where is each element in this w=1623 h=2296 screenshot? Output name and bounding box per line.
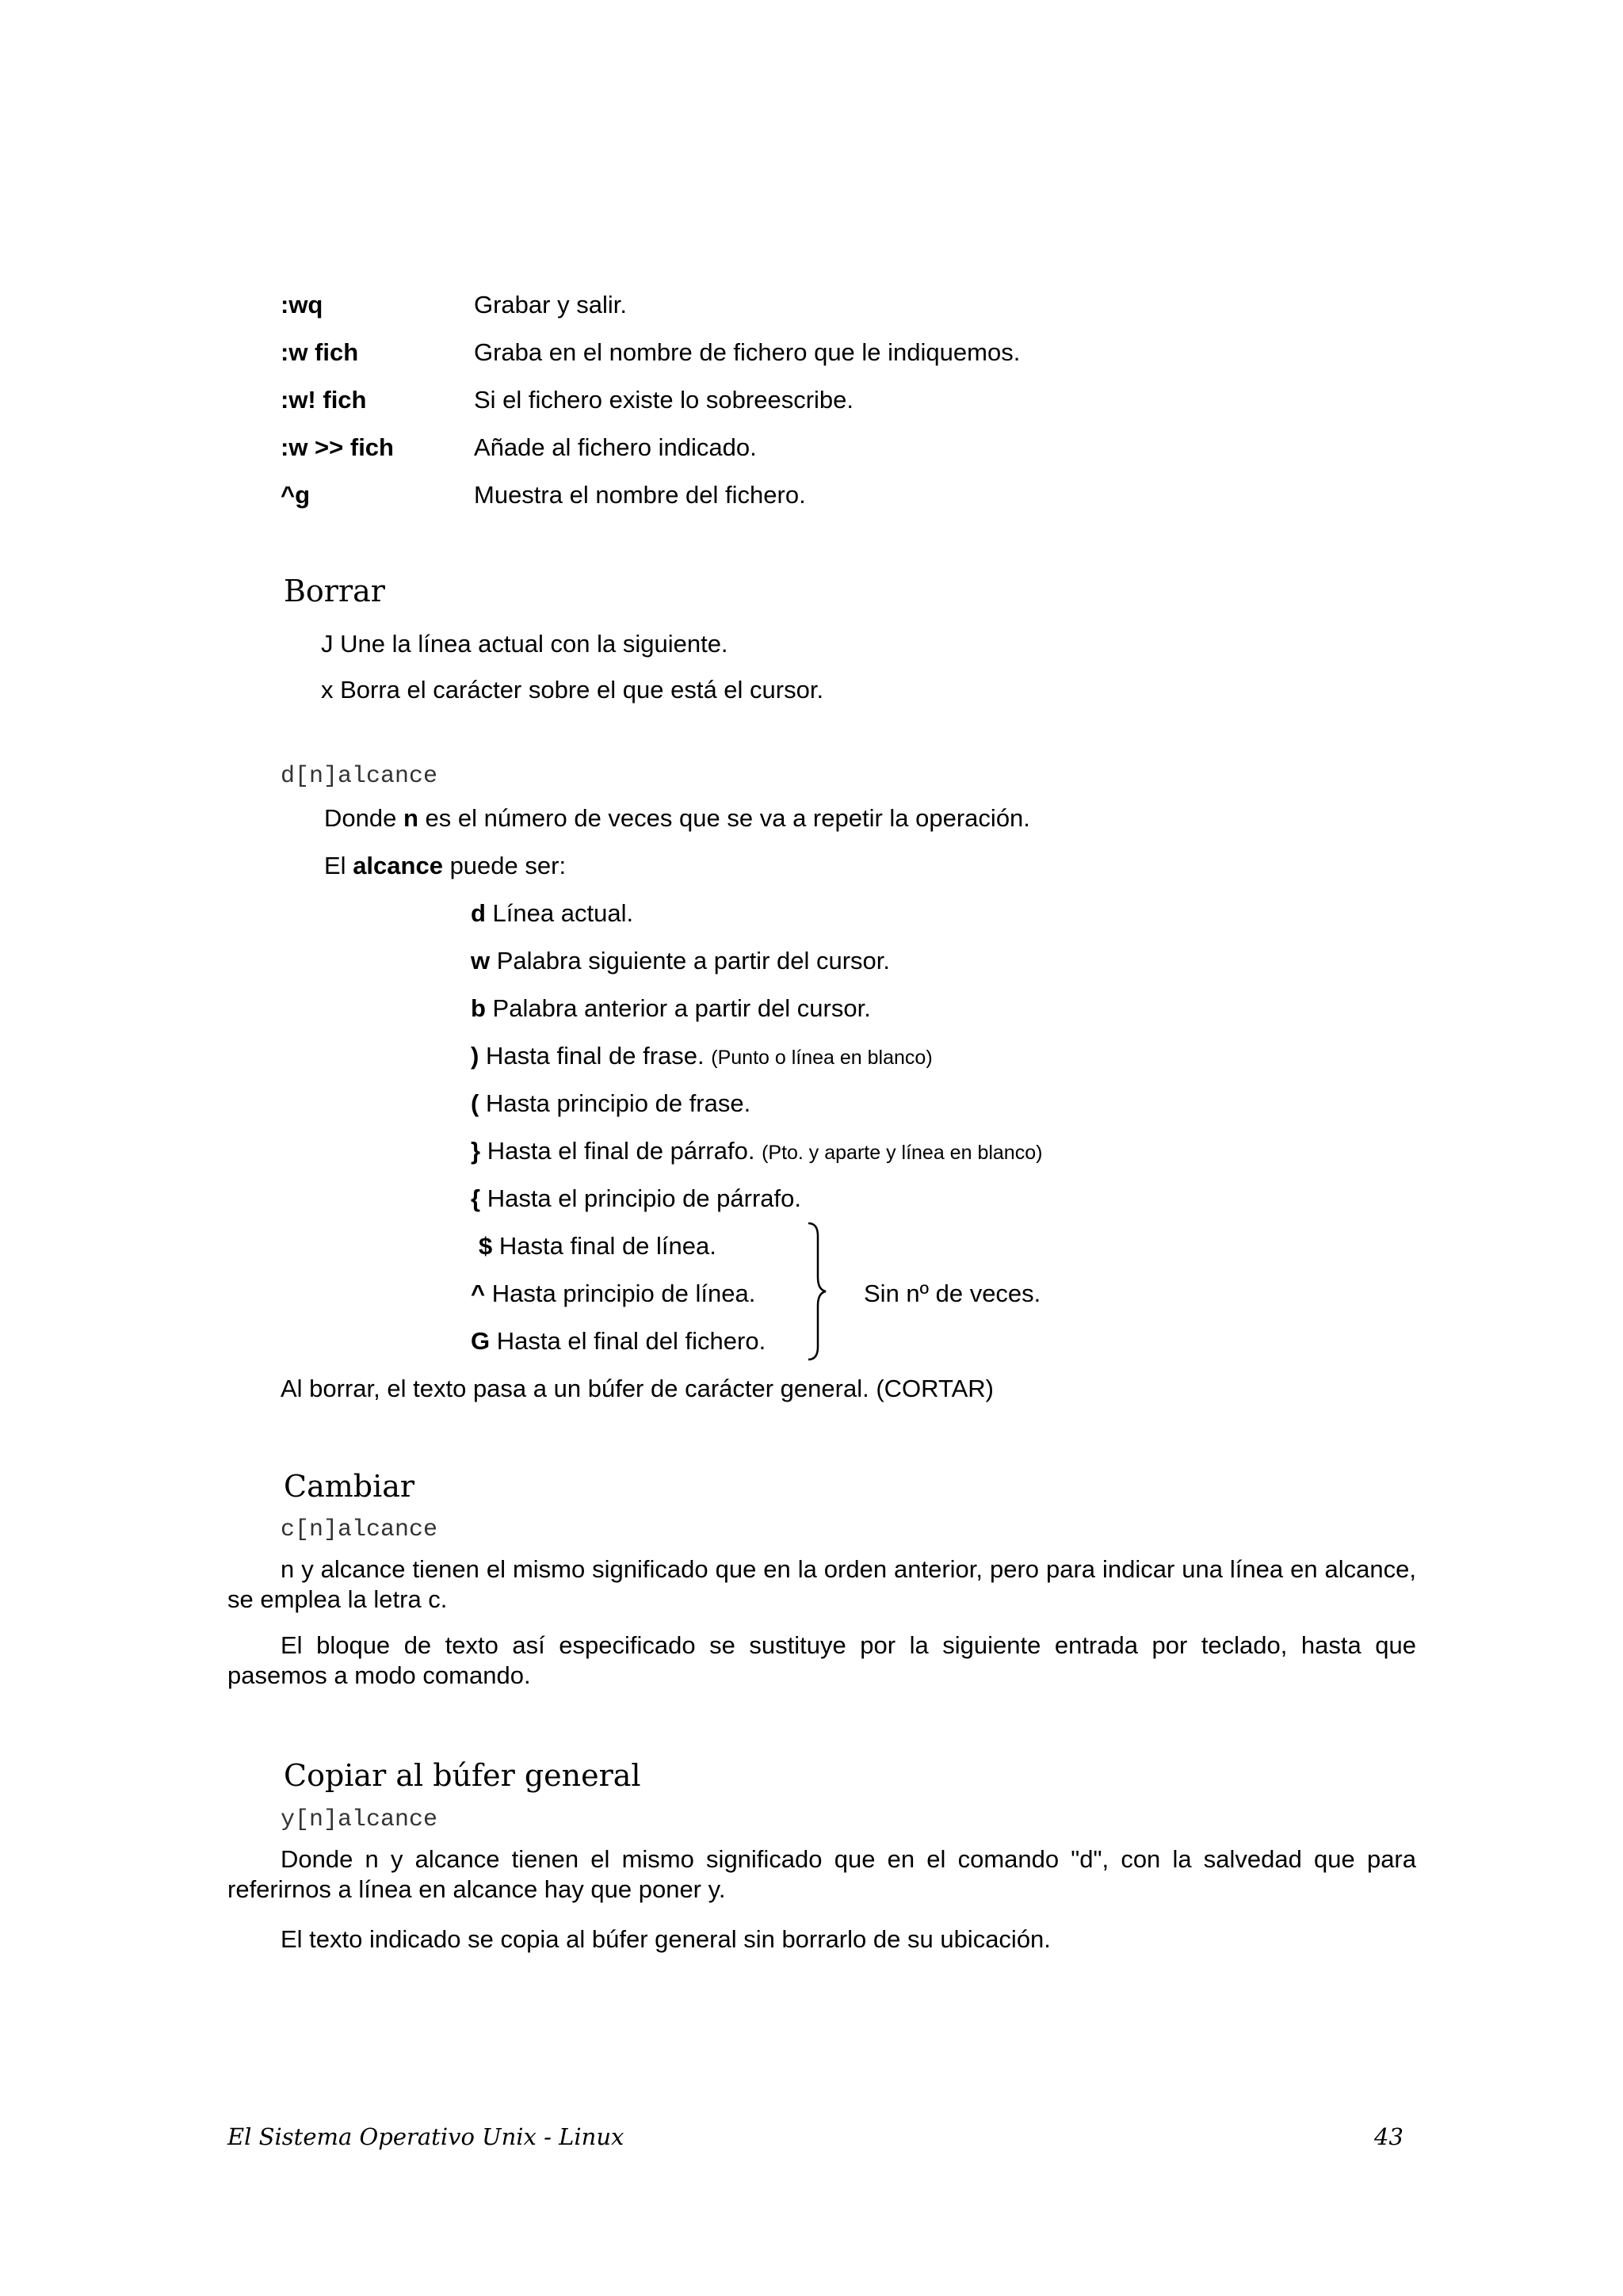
cambiar-paragraph: El bloque de texto así especificado se sustituye por la siguiente entrada por teclado, hasta que pasemos a modo comando. <box>227 1631 1416 1689</box>
scope-item: w Palabra siguiente a partir del cursor. <box>471 947 891 974</box>
scope-item: ^ Hasta principio de línea. <box>471 1280 756 1307</box>
scope-item: $ Hasta final de línea. <box>479 1232 716 1260</box>
borrar-syntax: d[n]alcance <box>281 763 438 790</box>
copiar-syntax: y[n]alcance <box>281 1806 438 1833</box>
borrar-closing: Al borrar, el texto pasa a un búfer de carácter general. (CORTAR) <box>281 1375 994 1402</box>
command-key: ^g <box>281 481 311 509</box>
cambiar-paragraph: n y alcance tienen el mismo significado que en la orden anterior, pero para indicar una línea en alcance, se emplea la letra c. <box>227 1555 1416 1613</box>
scope-note: (Punto o línea en blanco) <box>711 1047 933 1069</box>
cambiar-syntax: c[n]alcance <box>281 1516 438 1543</box>
command-desc: Graba en el nombre de fichero que le indiquemos. <box>474 338 1021 366</box>
command-desc: Grabar y salir. <box>474 291 627 318</box>
scope-item: d Línea actual. <box>471 899 634 927</box>
section-heading-borrar: Borrar <box>284 574 385 608</box>
footer-title: El Sistema Operativo Unix - Linux <box>227 2123 624 2150</box>
section-heading-cambiar: Cambiar <box>284 1469 415 1504</box>
right-brace-icon <box>800 1220 832 1363</box>
command-desc: Añade al fichero indicado. <box>474 433 757 461</box>
scope-item: G Hasta el final del fichero. <box>471 1327 766 1355</box>
scope-item: } Hasta el final de párrafo. (Pto. y aparte y línea en blanco) <box>471 1137 1043 1165</box>
brace-label: Sin nº de veces. <box>864 1280 1041 1307</box>
borrar-alcance-intro: El alcance puede ser: <box>324 852 567 879</box>
command-desc: Muestra el nombre del fichero. <box>474 481 806 509</box>
command-key: :w >> fich <box>281 433 394 461</box>
borrar-n-description: Donde n es el número de veces que se va a repetir la operación. <box>324 804 1030 832</box>
scope-item: ( Hasta principio de frase. <box>471 1089 751 1117</box>
borrar-line-x: x Borra el carácter sobre el que está el cursor. <box>321 676 824 704</box>
command-key: :w! fich <box>281 386 367 414</box>
copiar-paragraph: Donde n y alcance tienen el mismo significado que en el comando "d", con la salvedad que para referirnos a línea en alcance hay que poner y. <box>227 1845 1416 1903</box>
scope-item: ) Hasta final de frase. (Punto o línea en blanco) <box>471 1042 933 1070</box>
section-heading-copiar: Copiar al búfer general <box>284 1758 641 1793</box>
copiar-paragraph: El texto indicado se copia al búfer general sin borrarlo de su ubicación. <box>281 1925 1051 1953</box>
command-key: :wq <box>281 291 323 318</box>
command-desc: Si el fichero existe lo sobreescribe. <box>474 386 854 414</box>
scope-item: b Palabra anterior a partir del cursor. <box>471 994 871 1022</box>
borrar-line-j: J Une la línea actual con la siguiente. <box>321 630 728 658</box>
page-number: 43 <box>1374 2123 1403 2150</box>
scope-item: { Hasta el principio de párrafo. <box>471 1184 802 1212</box>
command-key: :w fich <box>281 338 359 366</box>
scope-note: (Pto. y aparte y línea en blanco) <box>762 1142 1043 1164</box>
